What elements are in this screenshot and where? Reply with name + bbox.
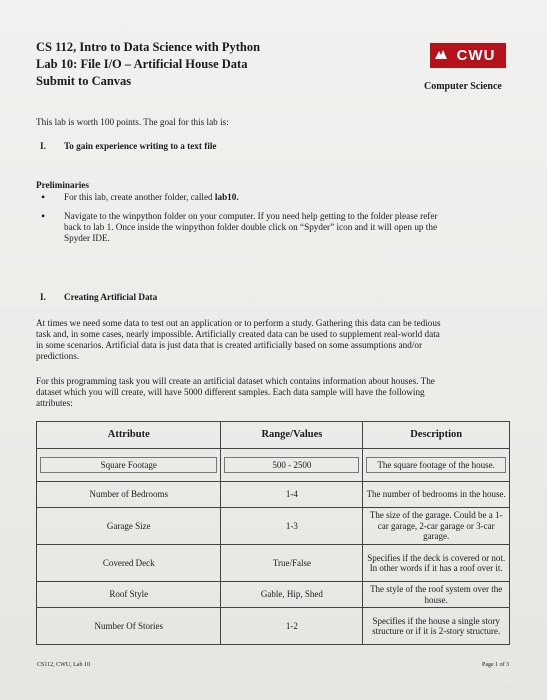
footer-page-number: Page 1 of 3 — [482, 662, 510, 668]
wildcat-icon — [434, 48, 448, 62]
cell-description: The square footage of the house. — [363, 449, 510, 482]
cell-description: Specifies if the deck is covered or not. In other words if it has a roof over it. — [363, 545, 510, 582]
table-row — [37, 545, 510, 582]
cwu-logo — [430, 43, 506, 68]
cell-range: Gable, Hip, Shed — [221, 582, 363, 608]
course-title: CS 112, Intro to Data Science with Python — [36, 40, 261, 54]
section-heading: Creating Artificial Data — [64, 292, 158, 302]
intro-text: This lab is worth 100 points. The goal for this lab is: — [36, 117, 229, 127]
section-paragraph-2: For this programming task you will create an artificial dataset which contains information about houses. The dataset which you will create, will have 5000 different samples. Each data sample will have the following attributes: — [36, 376, 435, 408]
table-header-row — [37, 422, 510, 449]
cell-description: The style of the roof system over the house. — [363, 582, 510, 608]
lab-title: Lab 10: File I/O – Artificial House Data — [36, 57, 248, 71]
table-row — [37, 582, 510, 608]
bullet-icon: • — [41, 190, 46, 204]
goal-text: To gain experience writing to a text file — [64, 141, 217, 151]
cell-description: The number of bedrooms in the house. — [363, 481, 510, 507]
cell-range: True/False — [221, 545, 363, 582]
cell-attribute: Covered Deck — [37, 545, 221, 582]
section-numeral: I. — [40, 292, 46, 302]
cell-attribute: Square Footage — [37, 449, 221, 482]
cell-description: The size of the garage. Could be a 1-car garage, 2-car garage or 3-car garage. — [363, 507, 510, 544]
bullet-icon: • — [41, 209, 46, 223]
goal-numeral: I. — [40, 141, 46, 151]
table-row — [37, 481, 510, 507]
department-name: Computer Science — [424, 81, 502, 92]
header-description: Description — [363, 422, 510, 449]
table-row — [37, 608, 510, 645]
footer-course: CS112, CWU, Lab 10 — [37, 662, 90, 668]
cell-range: 1-4 — [221, 481, 363, 507]
table-row — [37, 449, 510, 482]
cell-attribute: Garage Size — [37, 507, 221, 544]
cell-range: 1-3 — [221, 507, 363, 544]
document-header — [36, 39, 260, 90]
cell-attribute: Number of Bedrooms — [37, 481, 221, 507]
table-row — [37, 507, 510, 544]
preliminaries-heading: Preliminaries — [36, 180, 89, 190]
preliminaries-item-2: Navigate to the winpython folder on your computer. If you need help getting to the folder please refer back to lab 1. Once inside the winpython folder double click on “Spyder” icon and it will open up the Spyder IDE. — [64, 211, 438, 243]
cell-range: 500 - 2500 — [221, 449, 363, 482]
section-paragraph-1: At times we need some data to test out an application or to perform a study. Gathering this data can be tedious task and, in some cases, nearly impossible. Artificially created data can be used to supplement real-world data in some scenarios. Artificial data is just data that is created artificially based on some assumptions and/or predictions. — [36, 318, 441, 361]
submit-instruction: Submit to Canvas — [36, 74, 132, 88]
cell-attribute: Number Of Stories — [37, 608, 221, 645]
attributes-table — [36, 421, 510, 645]
cell-range: 1-2 — [221, 608, 363, 645]
header-range: Range/Values — [221, 422, 363, 449]
cell-description: Specifies if the house a single story structure or if it is 2-story structure. — [363, 608, 510, 645]
header-attribute: Attribute — [37, 422, 221, 449]
logo-text: CWU — [456, 47, 496, 64]
cell-attribute: Roof Style — [37, 582, 221, 608]
preliminaries-item-1: For this lab, create another folder, called lab10. — [64, 192, 239, 202]
